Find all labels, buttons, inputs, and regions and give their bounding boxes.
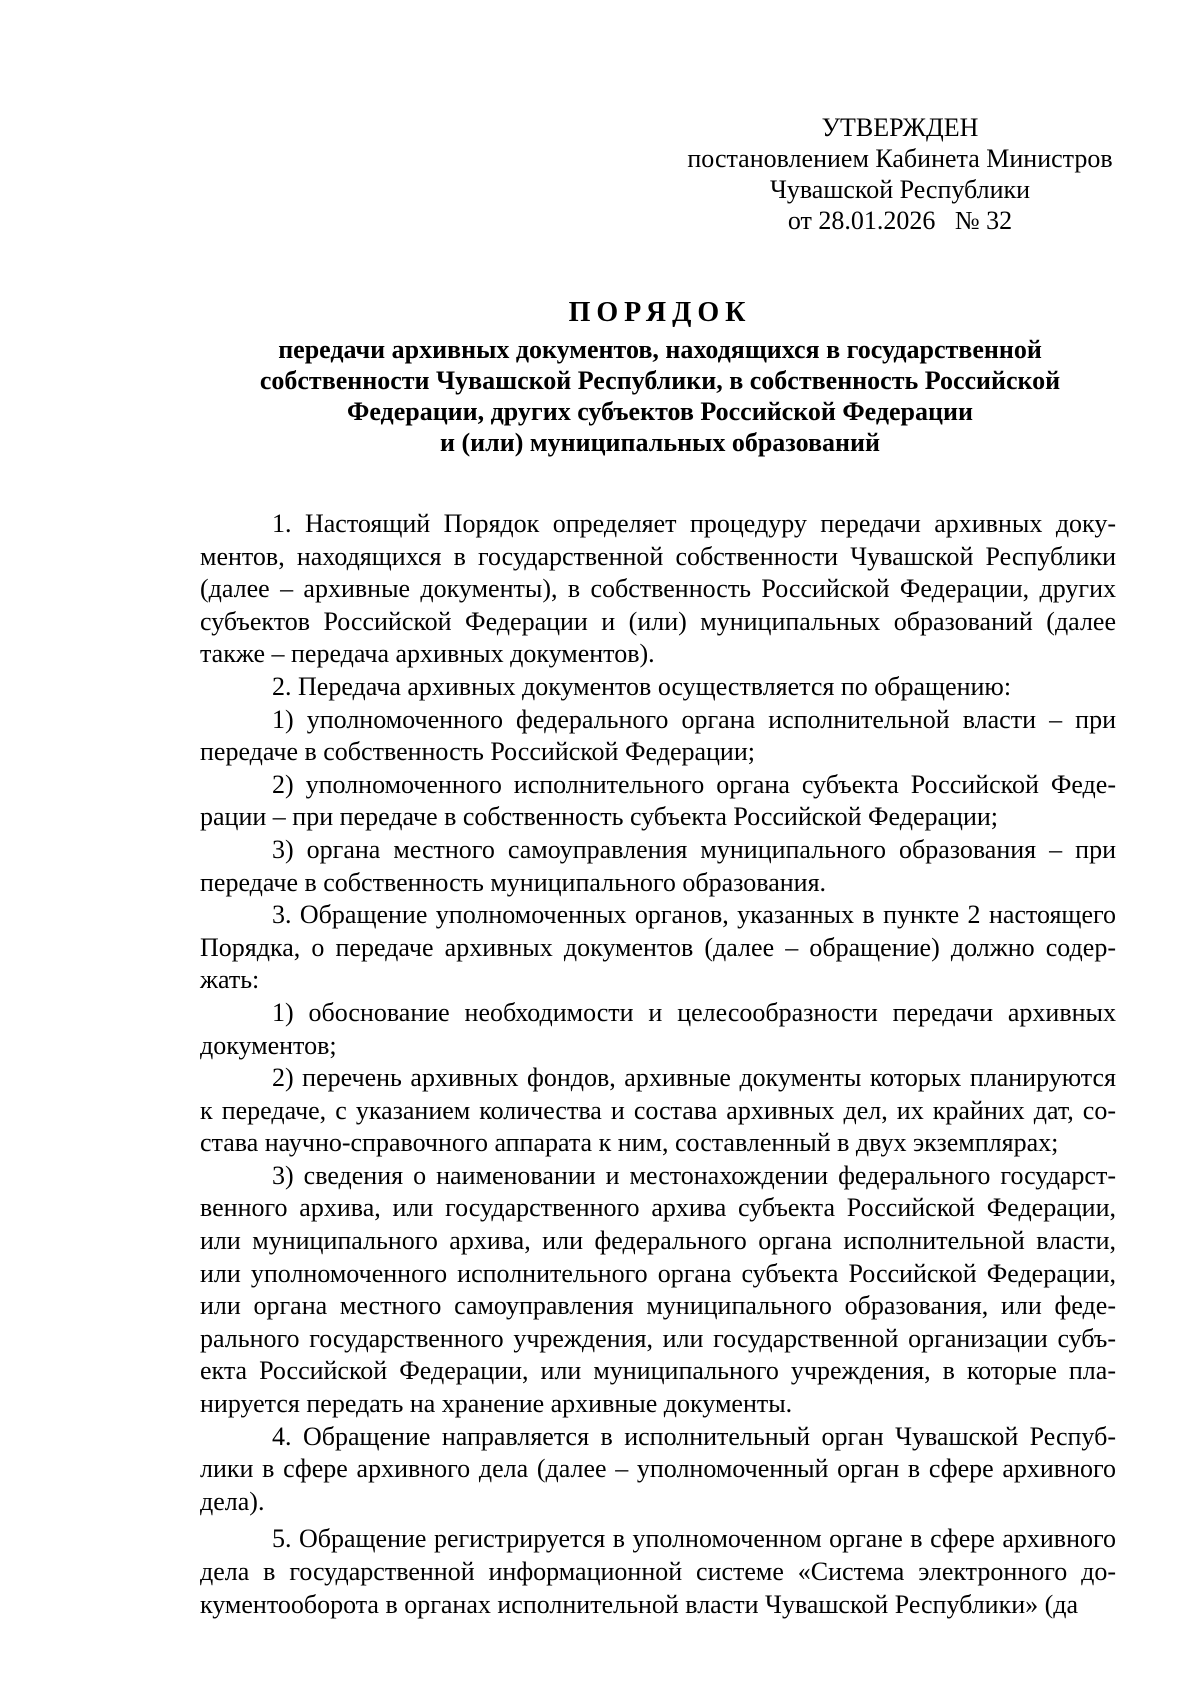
paragraph-1: 1. Настоящий Порядок определяет процедуру передачи архивных документов, находящихся в государственной собственности Чувашской Республики (далее – архивные документы), в собственность Российской Федерации, других субъектов Российской Федерации и (или) муниципальных образований (далее также – передача архивных документов).: [200, 509, 1116, 669]
document-body: [200, 508, 1116, 1621]
paragraph-3-item-3: 3) сведения о наименовании и местонахождении федерального государственного архива, или государственного архива субъекта Российской Федерации, или муниципального архива, или федерального органа исполнительной власти, или уполномоченного исполнительного органа субъекта Российской Федерации, или органа местного самоуправления муниципального образования, или федерального государственного учреждения, или государственной организации субъекта Российской Федерации, или муниципального учреждения, в которые планируется передать на хранение архивные документы.: [200, 1160, 1116, 1419]
document-subtitle-line: Федерации, других субъектов Российской Федерации: [347, 397, 973, 426]
paragraph-4: 4. Обращение направляется в исполнительный орган Чувашской Республики в сфере архивного дела (далее – уполномоченный орган в сфере архивного дела).: [200, 1421, 1116, 1516]
paragraph-5: 5. Обращение регистрируется в уполномоченном органе в сфере архивного дела в государственной информационной системе «Система электронного документооборота в органах исполнительной власти Чувашской Республики» (да: [200, 1524, 1116, 1619]
paragraph-3: 3. Обращение уполномоченных органов, указанных в пункте 2 настоящего Порядка, о передаче архивных документов (далее – обращение) должно содержать:: [200, 900, 1116, 995]
paragraph-2-item-3: 3) органа местного самоуправления муниципального образования – при передаче в собственность муниципального образования.: [200, 834, 1116, 897]
document-subtitle-line: собственности Чувашской Республики, в собственность Российской: [259, 366, 1061, 395]
paragraph-2-item-2: 2) уполномоченного исполнительного органа субъекта Российской Федерации – при передаче в собственность субъекта Российской Федерации;: [200, 769, 1116, 832]
approval-heading: УТВЕРЖДЕН: [821, 113, 979, 142]
document-title-block: [200, 297, 1120, 458]
paragraph-3-item-1: 1) обоснование необходимости и целесообразности передачи архивных документов;: [200, 997, 1116, 1060]
document-subtitle-line: передачи архивных документов, находящихся в государственной: [278, 335, 1042, 364]
approval-line-republic: Чувашской Республики: [769, 175, 1031, 204]
paragraph-2-item-1: 1) уполномоченного федерального органа исполнительной власти – при передаче в собственность Российской Федерации;: [200, 704, 1116, 767]
approval-line-resolution: постановлением Кабинета Министров: [687, 144, 1113, 173]
document-subtitle-line: и (или) муниципальных образований: [440, 428, 880, 457]
document-title: ПОРЯДОК: [568, 297, 752, 328]
paragraph-3-item-2: 2) перечень архивных фондов, архивные документы которых планируются к передаче, с указанием количества и состава архивных дел, их крайних дат, состава научно-справочного аппарата к ним, составленный в двух экземплярах;: [200, 1063, 1116, 1158]
paragraph-2: 2. Передача архивных документов осуществляется по обращению:: [272, 671, 1012, 701]
approval-line-date-number: от 28.01.2026 № 32: [787, 206, 1013, 235]
approval-stamp: [680, 112, 1120, 236]
